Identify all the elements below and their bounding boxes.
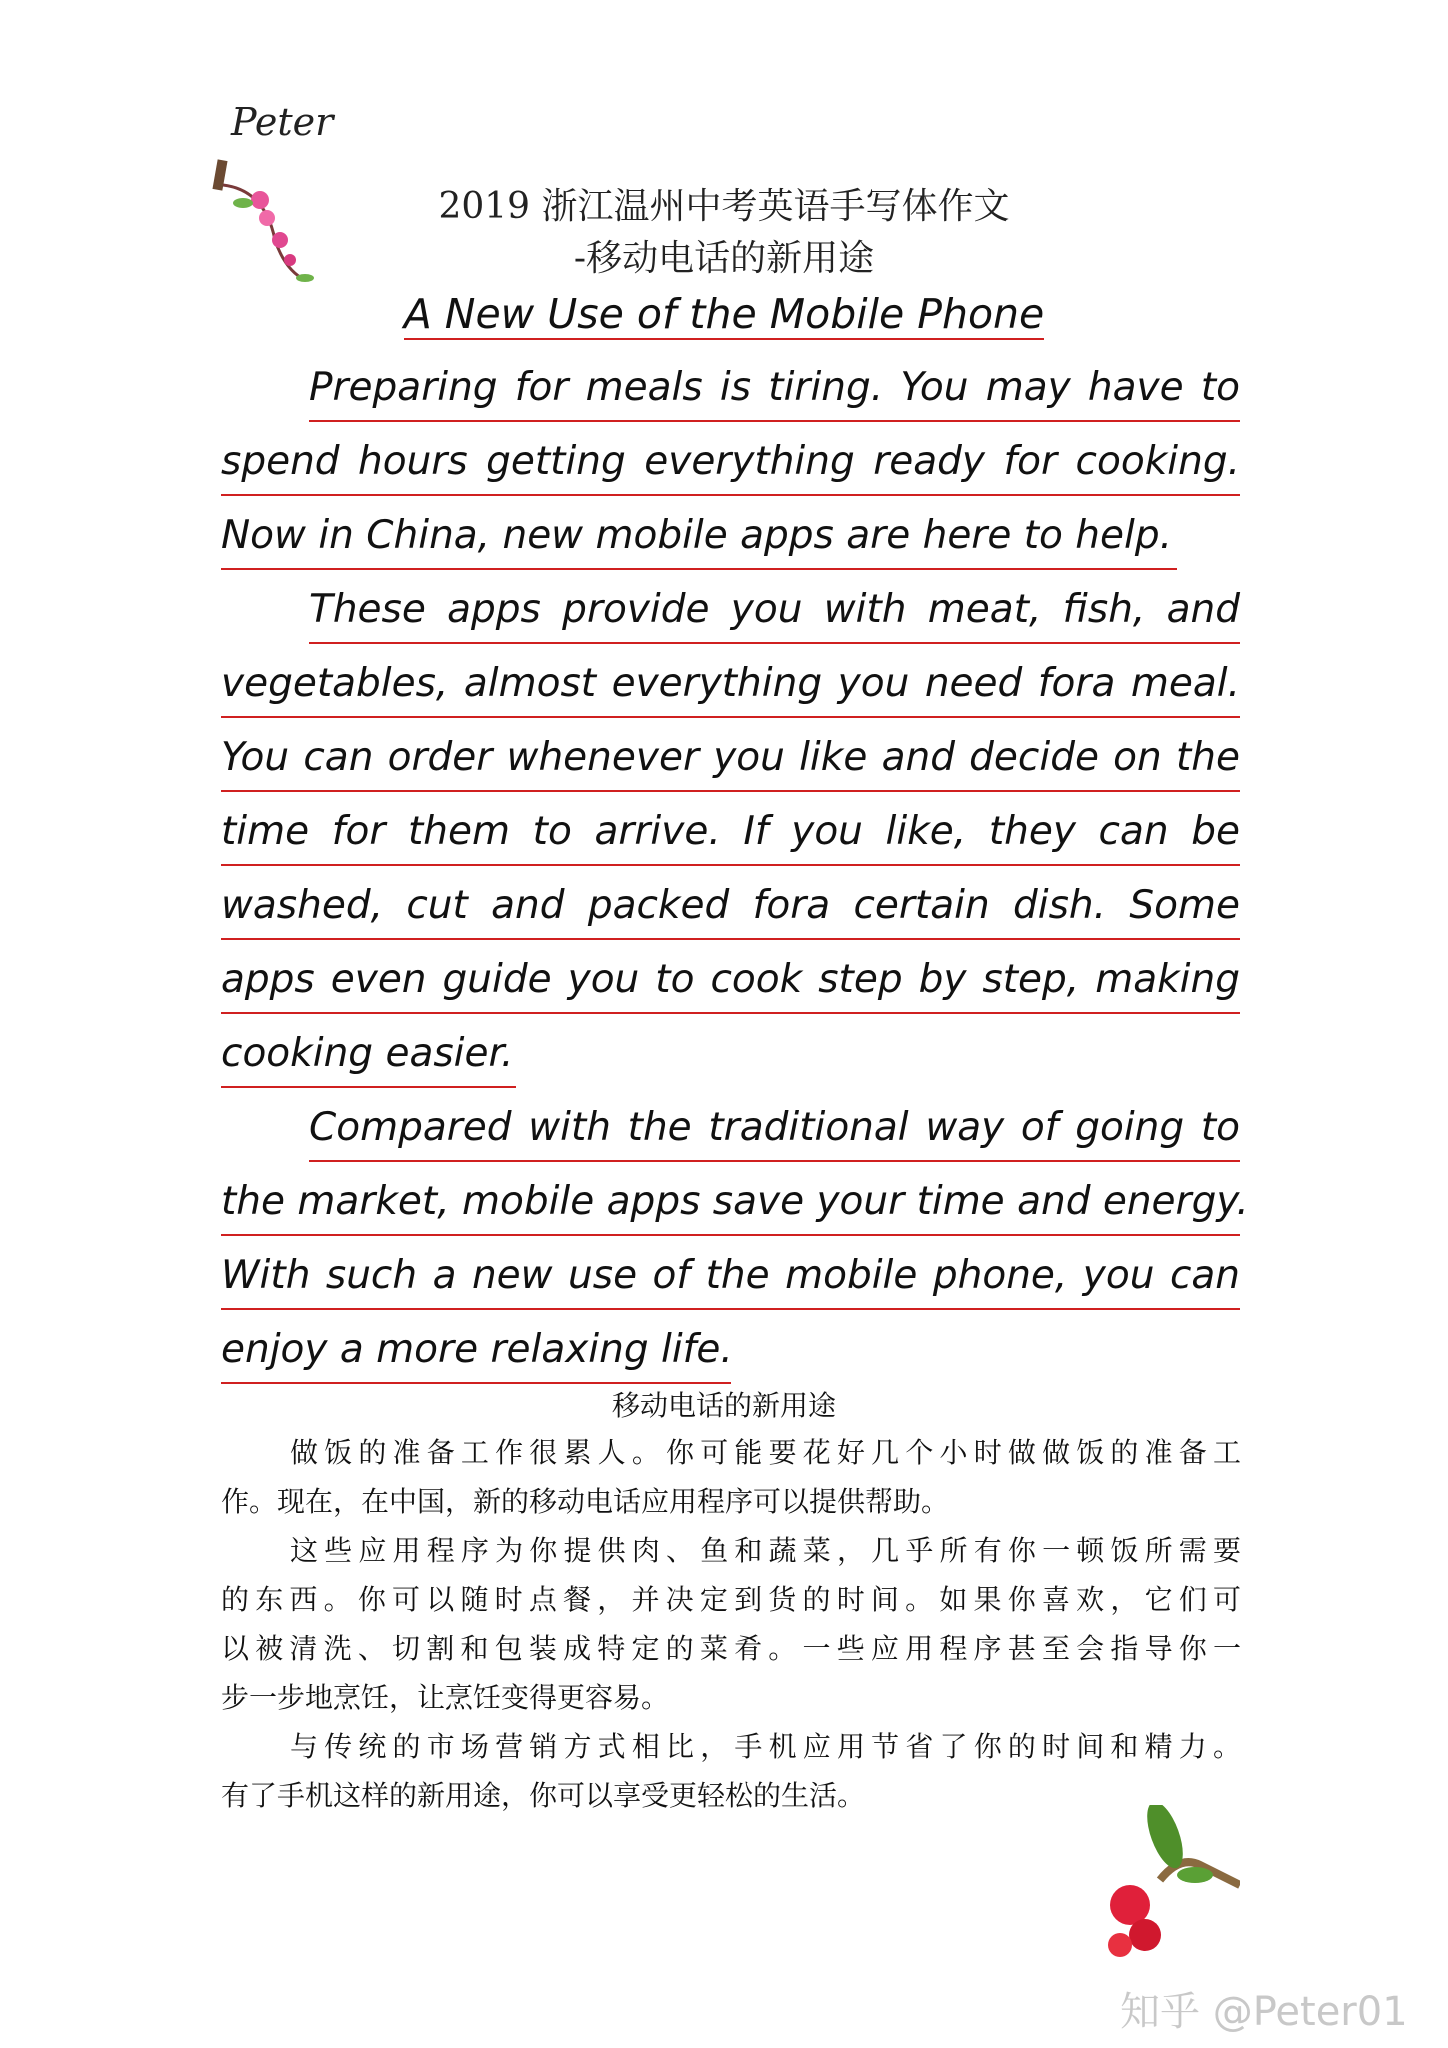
- translation-heading: 移动电话的新用途: [611, 1389, 836, 1422]
- document-title: 2019 浙江温州中考英语手写体作文: [438, 186, 1010, 227]
- essay-line: apps even guide you to cook step by step, making: [221, 952, 1240, 1014]
- essay-line: the market, mobile apps save your time and energy.: [221, 1174, 1240, 1236]
- essay-line: time for them to arrive. If you like, they can be: [221, 804, 1240, 866]
- essay-line: vegetables, almost everything you need fora meal.: [221, 656, 1240, 718]
- watermark: 知乎 @Peter01: [1120, 1989, 1408, 2035]
- document-subtitle: -移动电话的新用途: [573, 238, 875, 279]
- essay-line: These apps provide you with meat, fish, and: [309, 582, 1240, 644]
- essay-title-text: A New Use of the Mobile Phone: [403, 290, 1045, 338]
- essay-line: washed, cut and packed fora certain dish. Some: [221, 878, 1240, 940]
- translation-line: 这些应用程序为你提供肉、鱼和蔬菜，几乎所有你一顿饭所需要: [290, 1534, 1241, 1567]
- translation-line: 有了手机这样的新用途，你可以享受更轻松的生活。: [221, 1779, 866, 1812]
- translation-line: 步一步地烹饪，让烹饪变得更容易。: [221, 1681, 670, 1714]
- translation-line: 的东西。你可以随时点餐，并决定到货的时间。如果你喜欢，它们可: [221, 1583, 1241, 1616]
- logo-text: Peter: [231, 100, 334, 144]
- translation-line: 做饭的准备工作很累人。你可能要花好几个小时做做饭的准备工: [290, 1436, 1241, 1469]
- translation-line: 与传统的市场营销方式相比，手机应用节省了你的时间和精力。: [290, 1730, 1241, 1763]
- essay-line: You can order whenever you like and decide on the: [221, 730, 1240, 792]
- essay-line: With such a new use of the mobile phone, you can: [221, 1248, 1240, 1310]
- red-flower-icon: [1090, 1805, 1240, 1975]
- translation-line: 作。现在，在中国，新的移动电话应用程序可以提供帮助。: [221, 1485, 950, 1518]
- essay-line: Now in China, new mobile apps are here to help.: [221, 508, 1177, 570]
- essay-line: Preparing for meals is tiring. You may have to: [309, 360, 1240, 422]
- essay-line: cooking easier.: [221, 1026, 516, 1088]
- essay-line: spend hours getting everything ready for cooking.: [221, 434, 1240, 496]
- essay-line: enjoy a more relaxing life.: [221, 1322, 731, 1384]
- essay-line: Compared with the traditional way of going to: [309, 1100, 1240, 1162]
- translation-line: 以被清洗、切割和包装成特定的菜肴。一些应用程序甚至会指导你一: [221, 1632, 1241, 1665]
- essay-title: [0, 290, 1448, 338]
